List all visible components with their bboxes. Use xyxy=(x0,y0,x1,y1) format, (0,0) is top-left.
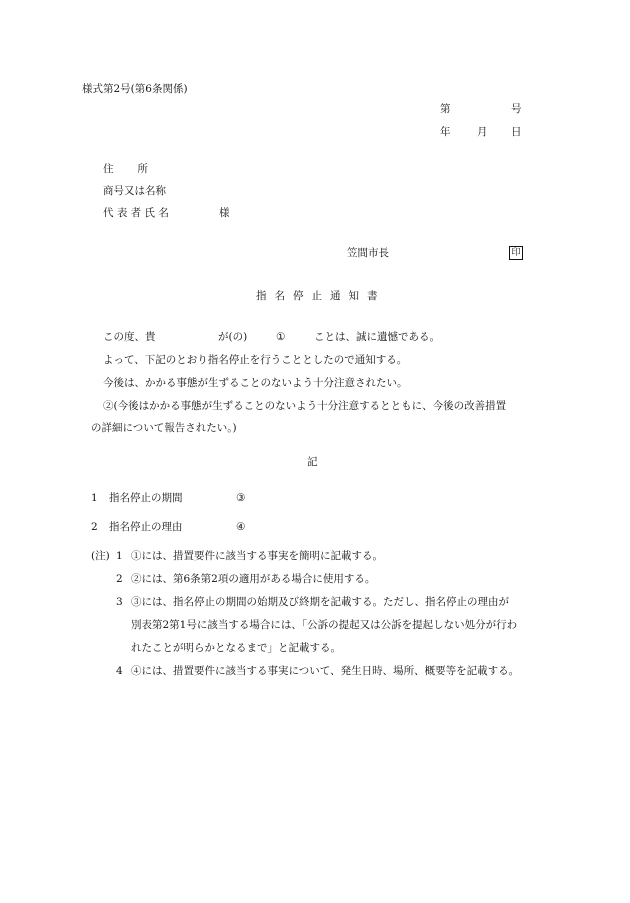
note-1-number: 1 xyxy=(116,550,123,562)
seal-icon: 印 xyxy=(509,246,523,260)
note-1-text: ①には、措置要件に該当する事実を簡明に記載する。 xyxy=(131,550,383,562)
note-4-number: 4 xyxy=(116,665,123,677)
note-4-text: ④には、措置要件に該当する事実について、発生日時、場所、概要等を記載する。 xyxy=(131,665,520,677)
item-1-label: 指名停止の期間 xyxy=(109,492,183,504)
note-2-text: ②には、第6条第2項の適用がある場合に使用する。 xyxy=(131,573,376,585)
note-2-number: 2 xyxy=(116,573,123,585)
number-go: 号 xyxy=(511,103,522,115)
item-2-mark: ④ xyxy=(236,521,246,533)
date-year: 年 xyxy=(440,126,451,138)
date-month: 月 xyxy=(477,126,488,138)
note-3-line1: ③には、指名停止の期間の始期及び終期を記載する。ただし、指名停止の理由が xyxy=(131,596,509,608)
seal-mark xyxy=(509,245,523,260)
body-line2: よって、下記のとおり指名停止を行うこととしたので通知する。 xyxy=(103,354,408,366)
company-name-label: 商号又は名称 xyxy=(103,185,166,197)
address-label: 住 所 xyxy=(103,163,149,175)
note-3-number: 3 xyxy=(116,596,123,608)
representative-label: 代 表 者 氏 名 xyxy=(103,207,169,219)
body-line1-d: ことは、誠に遺憾である。 xyxy=(314,331,440,343)
item-2-number: 2 xyxy=(91,521,98,533)
body-line1-b: が(の) xyxy=(218,331,248,343)
notes-prefix: (注) xyxy=(91,550,110,562)
item-1-mark: ③ xyxy=(236,492,246,504)
ki-heading: 記 xyxy=(307,456,318,468)
date-day: 日 xyxy=(511,126,522,138)
form-number: 様式第2号(第6条関係) xyxy=(82,83,188,95)
note-3-line2: 別表第2第1号に該当する場合には、「公訴の提起又は公訴を提起しない処分が行わ xyxy=(131,619,518,631)
body-line1-a: この度、貴 xyxy=(103,331,156,343)
note-3-line3: れたことが明らかとなるまで」と記載する。 xyxy=(131,642,341,654)
body-line4: ②(今後はかかる事態が生ずることのないよう十分注意するとともに、今後の改善措置 xyxy=(103,400,507,412)
item-2-label: 指名停止の理由 xyxy=(109,521,183,533)
body-line1-c: ① xyxy=(276,331,286,343)
body-line3: 今後は、かかる事態が生ずることのないよう十分注意されたい。 xyxy=(103,377,408,389)
mayor-title: 笠間市長 xyxy=(347,247,389,259)
number-dai: 第 xyxy=(440,103,451,115)
document-title: 指名停止通知書 xyxy=(256,290,386,302)
sama-honorific: 様 xyxy=(219,207,230,219)
body-line5: の詳細について報告されたい。) xyxy=(91,422,237,434)
item-1-number: 1 xyxy=(91,492,98,504)
